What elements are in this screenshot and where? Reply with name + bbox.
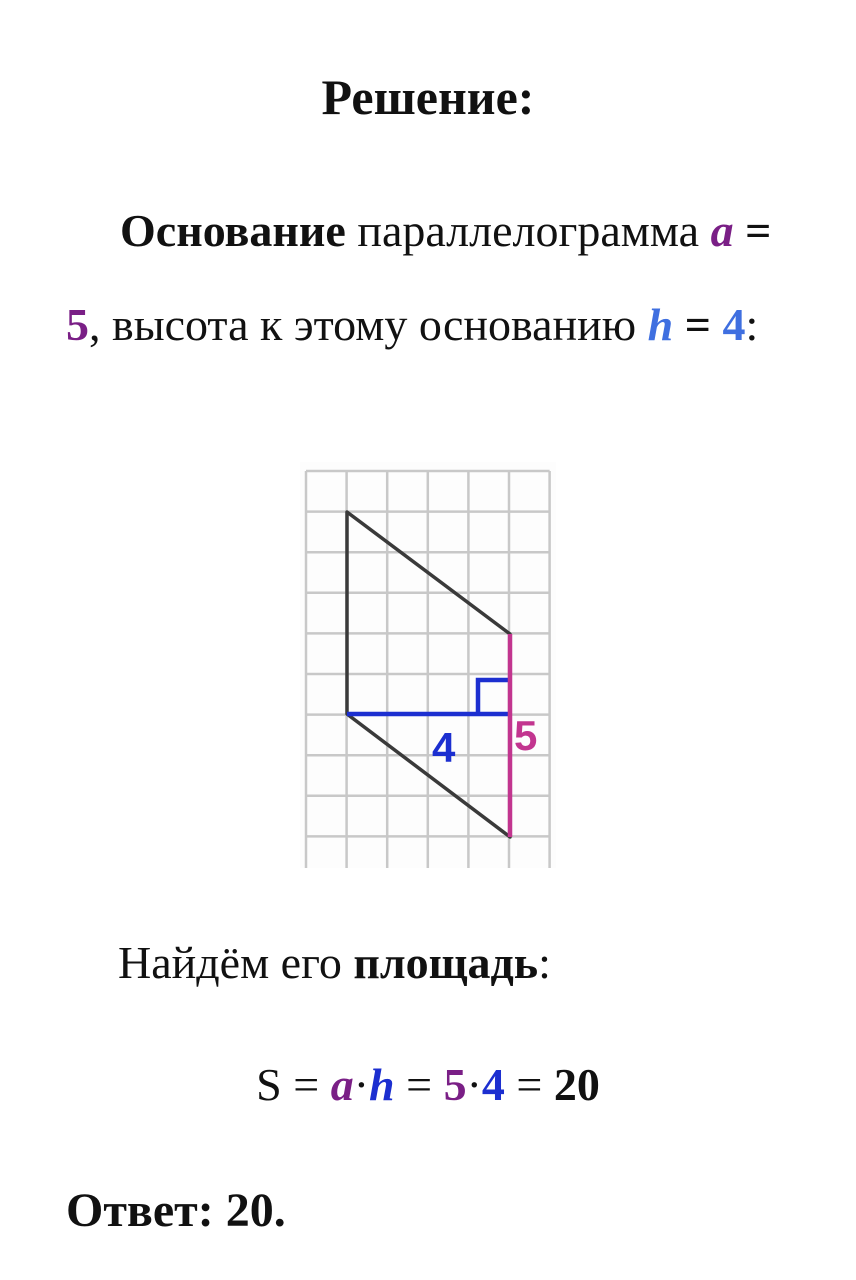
formula-four: 4: [481, 1059, 505, 1110]
label-side-value: 5: [514, 712, 538, 759]
colon: :: [745, 299, 759, 350]
equals-2: =: [673, 299, 723, 350]
value-a: 5: [66, 299, 89, 350]
solution-title: Решение:: [321, 69, 535, 125]
formula-result: 20: [553, 1059, 600, 1110]
formula-eq-2: =: [394, 1059, 444, 1110]
equals-1: =: [733, 205, 772, 256]
formula-a: a: [330, 1059, 354, 1110]
grid-diagram: [300, 462, 556, 868]
formula-dot-1: ·: [353, 1059, 370, 1110]
formula-s: S: [256, 1059, 282, 1110]
find-area-line: [118, 930, 551, 996]
text-parallelogram: параллелограмма: [345, 205, 711, 256]
label-height-value: 4: [432, 724, 456, 771]
value-h: 4: [722, 299, 746, 350]
var-h: h: [647, 299, 674, 350]
find-text: Найдём его: [118, 937, 354, 988]
word-base: Основание: [120, 205, 346, 256]
text-height: , высота к этому основанию: [89, 299, 648, 350]
formula-dot-2: ·: [466, 1059, 482, 1110]
answer: Ответ: 20.: [66, 1184, 286, 1237]
find-colon: :: [538, 937, 551, 988]
area-formula: [0, 1052, 856, 1118]
formula-eq-3: =: [504, 1059, 554, 1110]
word-area: площадь: [353, 937, 539, 988]
problem-statement: [66, 184, 806, 372]
formula-five: 5: [443, 1059, 467, 1110]
var-a: a: [710, 205, 734, 256]
formula-h: h: [369, 1059, 395, 1110]
formula-eq-1: =: [281, 1059, 331, 1110]
parallelogram-figure: [300, 462, 556, 873]
